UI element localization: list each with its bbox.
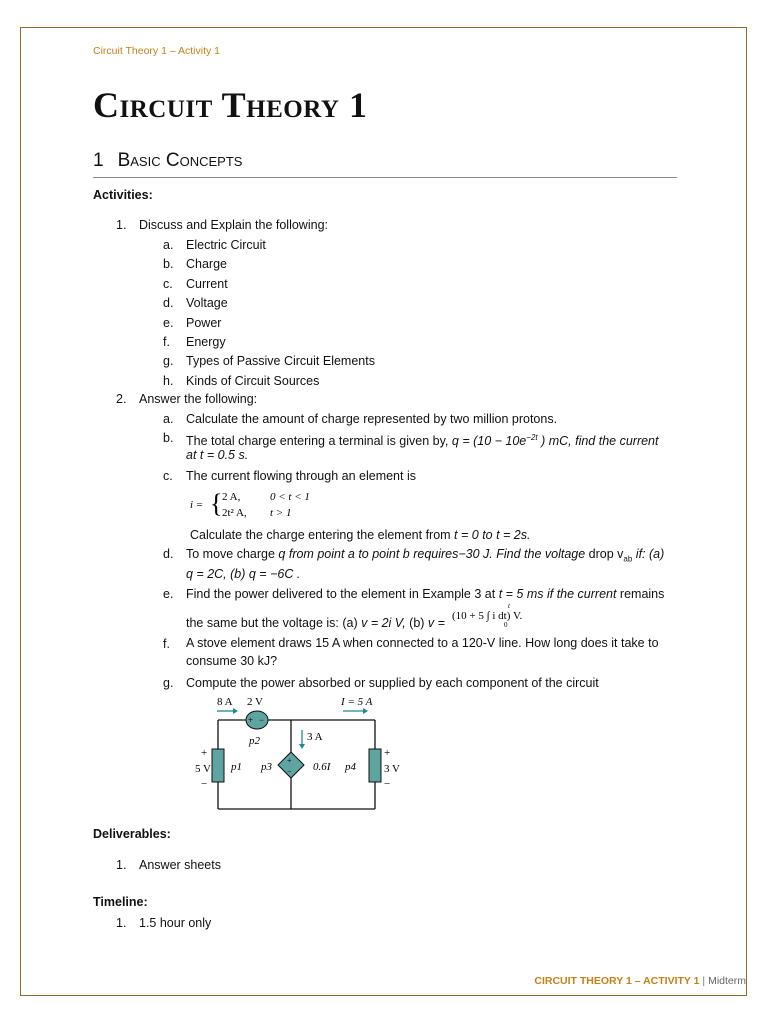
q2g-label: g. [163,676,174,690]
q2c-after: Calculate the charge entering the element from t = 0 to t = 2s. [190,528,531,542]
q2a-label: a. [163,412,174,426]
page-border [20,27,747,996]
footer-title: CIRCUIT THEORY 1 – ACTIVITY 1 [534,975,700,987]
q1-item-text: Electric Circuit [186,238,266,252]
activities-label: Activities: [93,188,153,202]
q1-item-label: g. [163,354,174,368]
label-p3: p3 [261,761,272,773]
page-footer [534,975,746,987]
footer-separator: | [699,975,709,987]
label-3v: 3 V [384,763,400,775]
footer-term: Midterm [708,975,746,987]
q2-number: 2. [116,392,127,406]
label-2v: 2 V [247,696,263,708]
svg-text:{: { [210,489,223,518]
q2c-text: The current flowing through an element is [186,469,416,483]
q1-item-label: h. [163,374,174,388]
q1-item-label: a. [163,238,174,252]
q2d-text: To move charge q from point a to point b requires−30 J. Find the voltage drop $v_{ab}$ if: (a) [186,547,665,564]
svg-text:(10 + 5 ∫ i dt) V.: (10 + 5 ∫ i dt) V. [452,610,523,622]
q2e-line2: the same but the voltage is: (a) v = 2i V, (b) v = [186,616,445,630]
p4-minus-sign: − [384,778,391,790]
q1-item-text: Voltage [186,296,228,310]
q2b-text: The total charge entering a terminal is given by, $q = (10 - 10e^{-2t}$ ) mC, find the current [186,433,659,449]
q1-item-text: Kinds of Circuit Sources [186,374,320,388]
p2-plus-sign: + [248,715,254,725]
running-header: Circuit Theory 1 – Activity 1 [93,45,221,57]
q1-item-text: Types of Passive Circuit Elements [186,354,375,368]
section-rule [93,177,677,178]
q1-item-label: c. [163,277,173,291]
p3-minus-sign: − [287,767,292,776]
piecewise-current-equation [186,487,346,521]
section-number: 1 [93,150,104,171]
q2c-label: c. [163,469,173,483]
timeline-text: 1.5 hour only [139,916,212,930]
svg-text:2t² A,: 2t² A, [222,507,247,519]
p1-plus-sign: + [201,747,208,759]
section-heading [93,150,242,172]
q2b-line2: at t = 0.5 s. [186,448,249,462]
p2-minus-sign: − [259,715,265,725]
svg-text:0 < t < 1: 0 < t < 1 [270,491,310,503]
svg-text:i =: i = [190,499,204,511]
p3-plus-sign: + [287,756,292,765]
p1-minus-sign: − [201,778,208,790]
q1-item-label: e. [163,316,174,330]
deliverable-text: Answer sheets [139,858,221,872]
voltage-integral-formula [450,600,550,630]
q2e-label: e. [163,587,174,601]
label-p1: p1 [231,761,242,773]
label-i-5a: I = 5 A [341,696,373,708]
q2-text: Answer the following: [139,392,258,406]
label-p4: p4 [345,761,356,773]
q1-item-label: b. [163,257,174,271]
svg-text:t: t [508,602,510,610]
document-title: Circuit Theory 1 [93,85,368,125]
label-0-6i: 0.6I [313,761,331,773]
q2b-label: b. [163,431,174,445]
deliverables-label: Deliverables: [93,827,171,841]
svg-text:2 A,: 2 A, [222,491,241,503]
circuit-diagram [195,692,420,822]
element-p4 [369,749,381,782]
p4-plus-sign: + [384,747,391,759]
element-p1 [212,749,224,782]
q2d-label: d. [163,547,174,561]
q1-item-text: Current [186,277,228,291]
q2e-text: Find the power delivered to the element in Example 3 at t = 5 ms if the current remains [186,587,665,601]
timeline-number: 1. [116,916,127,930]
q1-item-text: Power [186,316,222,330]
arrowhead-8a [233,708,238,714]
q1-number: 1. [116,218,127,232]
q2f-text: A stove element draws 15 A when connected to a 120-V line. How long does it take to consume 30 kJ? [186,636,659,668]
deliverable-number: 1. [116,858,127,872]
arrowhead-3a [299,744,305,749]
svg-text:0: 0 [504,621,508,629]
timeline-label: Timeline: [93,895,148,909]
label-8a: 8 A [217,696,233,708]
section-title: Basic Concepts [117,150,243,171]
q1-item-label: d. [163,296,174,310]
q1-item-label: f. [163,335,170,349]
svg-text:t > 1: t > 1 [270,507,292,519]
q1-text: Discuss and Explain the following: [139,218,328,232]
label-5v: 5 V [195,763,211,775]
label-p2: p2 [249,735,260,747]
q1-item-text: Energy [186,335,226,349]
q1-item-text: Charge [186,257,227,271]
q2d-line2: q = 2C, (b) q = −6C . [186,567,301,581]
q2f-label: f. [163,637,170,651]
arrowhead-5a [363,708,368,714]
q2g-text: Compute the power absorbed or supplied by each component of the circuit [186,676,599,690]
label-3a: 3 A [307,731,323,743]
q2a-text: Calculate the amount of charge represented by two million protons. [186,412,558,426]
